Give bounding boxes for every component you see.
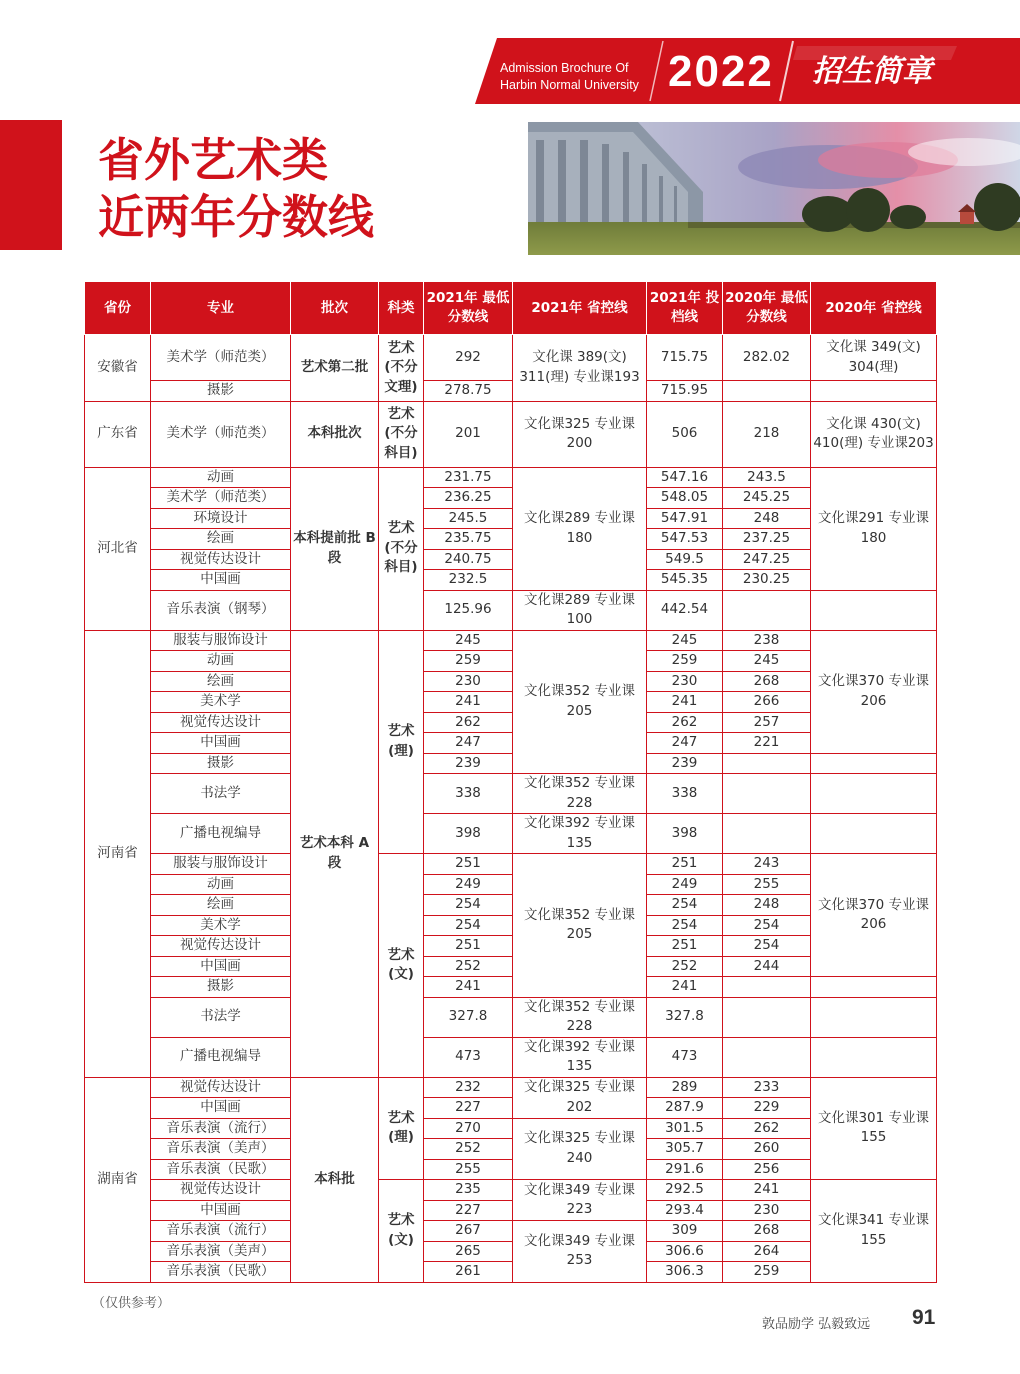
min-2021-cell: 125.96 xyxy=(424,590,513,630)
min-2020-cell: 254 xyxy=(723,915,811,936)
admission-2021-cell: 230 xyxy=(647,671,723,692)
header-batch: 批次 xyxy=(291,282,379,335)
admission-2021-cell: 289 xyxy=(647,1077,723,1098)
min-2020-cell: 248 xyxy=(723,895,811,916)
major-cell: 中国画 xyxy=(151,1200,291,1221)
table-row xyxy=(85,529,937,550)
control-2021-cell: 文化课392 专业课135 xyxy=(513,814,647,854)
header-2020-min-score: 2020年 最低分数线 xyxy=(723,282,811,335)
min-2021-cell: 201 xyxy=(424,401,513,467)
min-2021-cell: 249 xyxy=(424,874,513,895)
major-cell: 动画 xyxy=(151,467,291,488)
min-2021-cell: 236.25 xyxy=(424,488,513,509)
brochure-chinese-title: 招生简章 xyxy=(812,54,932,89)
table-row xyxy=(85,814,937,854)
table-row xyxy=(85,774,937,814)
min-2021-cell: 247 xyxy=(424,733,513,754)
table-row xyxy=(85,467,937,488)
major-cell: 美术学（师范类） xyxy=(151,335,291,381)
category-cell: 艺术 (不分 科目) xyxy=(379,401,424,467)
admission-2021-cell: 241 xyxy=(647,977,723,998)
batch-cell: 艺术第二批 xyxy=(291,335,379,402)
table-row xyxy=(85,977,937,998)
major-cell: 服装与服饰设计 xyxy=(151,854,291,875)
control-2020-cell xyxy=(811,997,937,1037)
province-cell: 河南省 xyxy=(85,630,151,1077)
batch-cell: 本科批次 xyxy=(291,401,379,467)
min-2021-cell: 232.5 xyxy=(424,570,513,591)
control-2020-cell xyxy=(811,1037,937,1077)
admission-2021-cell: 547.16 xyxy=(647,467,723,488)
brochure-year: 2022 xyxy=(668,47,774,96)
table-row xyxy=(85,874,937,895)
min-2020-cell: 244 xyxy=(723,956,811,977)
header-2020-control-line: 2020年 省控线 xyxy=(811,282,937,335)
control-2020-cell: 文化课370 专业课206 xyxy=(811,854,937,977)
batch-cell: 本科批 xyxy=(291,1077,379,1282)
page-number: 91 xyxy=(912,1306,936,1329)
admission-2021-cell: 545.35 xyxy=(647,570,723,591)
min-2021-cell: 231.75 xyxy=(424,467,513,488)
control-2021-cell: 文化课289 专业课180 xyxy=(513,467,647,590)
table-row xyxy=(85,401,937,467)
min-2021-cell: 267 xyxy=(424,1221,513,1242)
min-2020-cell xyxy=(723,977,811,998)
admission-2021-cell: 245 xyxy=(647,630,723,651)
admission-2021-cell: 254 xyxy=(647,915,723,936)
min-2020-cell xyxy=(723,753,811,774)
min-2020-cell: 233 xyxy=(723,1077,811,1098)
control-2020-cell xyxy=(811,774,937,814)
admission-2021-cell: 247 xyxy=(647,733,723,754)
admission-2021-cell: 287.9 xyxy=(647,1098,723,1119)
header-province: 省份 xyxy=(85,282,151,335)
major-cell: 视觉传达设计 xyxy=(151,1077,291,1098)
batch-cell: 艺术本科 A 段 xyxy=(291,630,379,1077)
admission-2021-cell: 338 xyxy=(647,774,723,814)
score-table xyxy=(84,281,937,1283)
min-2020-cell xyxy=(723,774,811,814)
table-row xyxy=(85,753,937,774)
major-cell: 音乐表演（美声） xyxy=(151,1139,291,1160)
min-2020-cell: 268 xyxy=(723,1221,811,1242)
control-2021-cell: 文化课325 专业课202 xyxy=(513,1077,647,1118)
control-2020-cell xyxy=(811,753,937,774)
min-2020-cell xyxy=(723,814,811,854)
major-cell: 动画 xyxy=(151,651,291,672)
min-2021-cell: 262 xyxy=(424,712,513,733)
min-2020-cell xyxy=(723,590,811,630)
min-2021-cell: 338 xyxy=(424,774,513,814)
admission-2021-cell: 442.54 xyxy=(647,590,723,630)
min-2020-cell: 254 xyxy=(723,936,811,957)
table-row xyxy=(85,854,937,875)
min-2020-cell: 247.25 xyxy=(723,549,811,570)
admission-2021-cell: 327.8 xyxy=(647,997,723,1037)
min-2021-cell: 270 xyxy=(424,1118,513,1139)
table-row xyxy=(85,1241,937,1262)
min-2021-cell: 473 xyxy=(424,1037,513,1077)
min-2021-cell: 232 xyxy=(424,1077,513,1098)
admission-2021-cell: 301.5 xyxy=(647,1118,723,1139)
control-2020-cell: 文化课301 专业课155 xyxy=(811,1077,937,1180)
admission-2021-cell: 251 xyxy=(647,936,723,957)
min-2020-cell: 268 xyxy=(723,671,811,692)
control-2020-cell: 文化课 430(文) 410(理) 专业课203 xyxy=(811,401,937,467)
major-cell: 音乐表演（美声） xyxy=(151,1241,291,1262)
major-cell: 视觉传达设计 xyxy=(151,712,291,733)
header-major: 专业 xyxy=(151,282,291,335)
control-2021-cell: 文化课325 专业课240 xyxy=(513,1118,647,1180)
min-2020-cell: 229 xyxy=(723,1098,811,1119)
admission-2021-cell: 305.7 xyxy=(647,1139,723,1160)
table-row xyxy=(85,335,937,381)
major-cell: 绘画 xyxy=(151,671,291,692)
major-cell: 环境设计 xyxy=(151,508,291,529)
admission-2021-cell: 239 xyxy=(647,753,723,774)
min-2021-cell: 327.8 xyxy=(424,997,513,1037)
table-row xyxy=(85,692,937,713)
min-2021-cell: 245.5 xyxy=(424,508,513,529)
min-2021-cell: 239 xyxy=(424,753,513,774)
table-row xyxy=(85,895,937,916)
min-2020-cell: 241 xyxy=(723,1180,811,1201)
major-cell: 中国画 xyxy=(151,733,291,754)
min-2020-cell: 264 xyxy=(723,1241,811,1262)
page-title-line1: 省外艺术类 xyxy=(98,133,328,187)
admission-2021-cell: 549.5 xyxy=(647,549,723,570)
control-2020-cell: 文化课370 专业课206 xyxy=(811,630,937,753)
admission-2021-cell: 293.4 xyxy=(647,1200,723,1221)
min-2021-cell: 251 xyxy=(424,936,513,957)
table-row xyxy=(85,733,937,754)
province-cell: 安徽省 xyxy=(85,335,151,402)
admission-2021-cell: 547.53 xyxy=(647,529,723,550)
min-2021-cell: 241 xyxy=(424,977,513,998)
major-cell: 绘画 xyxy=(151,895,291,916)
brochure-english-line2: Harbin Normal University xyxy=(500,78,639,92)
admission-2021-cell: 306.3 xyxy=(647,1262,723,1283)
admission-2021-cell: 292.5 xyxy=(647,1180,723,1201)
table-row xyxy=(85,1180,937,1201)
min-2020-cell: 230 xyxy=(723,1200,811,1221)
page-title xyxy=(98,132,374,246)
header-2021-admission-line: 2021年 投档线 xyxy=(647,282,723,335)
min-2020-cell: 245 xyxy=(723,651,811,672)
major-cell: 视觉传达设计 xyxy=(151,1180,291,1201)
page-title-line2: 近两年分数线 xyxy=(98,190,374,244)
table-row xyxy=(85,1118,937,1139)
min-2021-cell: 254 xyxy=(424,915,513,936)
min-2020-cell xyxy=(723,1037,811,1077)
table-row xyxy=(85,508,937,529)
admission-2021-cell: 715.95 xyxy=(647,381,723,402)
control-2020-cell: 文化课341 专业课155 xyxy=(811,1180,937,1283)
table-row xyxy=(85,1077,937,1098)
min-2020-cell: 262 xyxy=(723,1118,811,1139)
min-2020-cell: 218 xyxy=(723,401,811,467)
major-cell: 美术学（师范类） xyxy=(151,401,291,467)
admission-2021-cell: 249 xyxy=(647,874,723,895)
control-2020-cell: 文化课 349(文) 304(理) xyxy=(811,335,937,381)
control-2021-cell: 文化课352 专业课228 xyxy=(513,774,647,814)
control-2021-cell: 文化课289 专业课100 xyxy=(513,590,647,630)
min-2020-cell: 257 xyxy=(723,712,811,733)
min-2021-cell: 245 xyxy=(424,630,513,651)
table-row xyxy=(85,1037,937,1077)
major-cell: 摄影 xyxy=(151,753,291,774)
min-2020-cell xyxy=(723,381,811,402)
control-2021-cell: 文化课352 专业课205 xyxy=(513,854,647,998)
control-2020-cell xyxy=(811,977,937,998)
major-cell: 美术学（师范类） xyxy=(151,488,291,509)
min-2020-cell: 266 xyxy=(723,692,811,713)
major-cell: 书法学 xyxy=(151,774,291,814)
admission-2021-cell: 473 xyxy=(647,1037,723,1077)
table-row xyxy=(85,590,937,630)
admission-2021-cell: 241 xyxy=(647,692,723,713)
major-cell: 服装与服饰设计 xyxy=(151,630,291,651)
min-2020-cell: 238 xyxy=(723,630,811,651)
min-2020-cell: 230.25 xyxy=(723,570,811,591)
major-cell: 书法学 xyxy=(151,997,291,1037)
admission-2021-cell: 506 xyxy=(647,401,723,467)
major-cell: 中国画 xyxy=(151,956,291,977)
table-row xyxy=(85,671,937,692)
control-2021-cell: 文化课349 专业课253 xyxy=(513,1221,647,1283)
major-cell: 广播电视编导 xyxy=(151,1037,291,1077)
min-2021-cell: 398 xyxy=(424,814,513,854)
min-2021-cell: 292 xyxy=(424,335,513,381)
min-2021-cell: 230 xyxy=(424,671,513,692)
control-2020-cell xyxy=(811,381,937,402)
admission-2021-cell: 306.6 xyxy=(647,1241,723,1262)
control-2021-cell: 文化课325 专业课200 xyxy=(513,401,647,467)
category-cell: 艺术 (理) xyxy=(379,1077,424,1180)
table-row xyxy=(85,712,937,733)
min-2020-cell: 260 xyxy=(723,1139,811,1160)
control-2021-cell: 文化课 389(文) 311(理) 专业课193 xyxy=(513,335,647,402)
admission-2021-cell: 259 xyxy=(647,651,723,672)
major-cell: 广播电视编导 xyxy=(151,814,291,854)
major-cell: 中国画 xyxy=(151,570,291,591)
min-2021-cell: 240.75 xyxy=(424,549,513,570)
admission-2021-cell: 547.91 xyxy=(647,508,723,529)
table-row xyxy=(85,1221,937,1242)
major-cell: 音乐表演（流行） xyxy=(151,1118,291,1139)
category-cell: 艺术 (不分 文理) xyxy=(379,335,424,402)
category-cell: 艺术 (不分 科目) xyxy=(379,467,424,630)
table-row xyxy=(85,488,937,509)
table-row xyxy=(85,936,937,957)
category-cell: 艺术 (文) xyxy=(379,1180,424,1283)
major-cell: 绘画 xyxy=(151,529,291,550)
table-row xyxy=(85,1098,937,1119)
table-row xyxy=(85,956,937,977)
min-2020-cell: 243.5 xyxy=(723,467,811,488)
header-category: 科类 xyxy=(379,282,424,335)
accent-bar xyxy=(0,120,62,250)
min-2020-cell: 282.02 xyxy=(723,335,811,381)
major-cell: 视觉传达设计 xyxy=(151,549,291,570)
major-cell: 动画 xyxy=(151,874,291,895)
major-cell: 美术学 xyxy=(151,692,291,713)
admission-2021-cell: 254 xyxy=(647,895,723,916)
min-2020-cell xyxy=(723,997,811,1037)
table-row xyxy=(85,1200,937,1221)
min-2021-cell: 251 xyxy=(424,854,513,875)
admission-2021-cell: 251 xyxy=(647,854,723,875)
header-2021-min-score: 2021年 最低分数线 xyxy=(424,282,513,335)
major-cell: 中国画 xyxy=(151,1098,291,1119)
control-2020-cell xyxy=(811,814,937,854)
brochure-english-title xyxy=(500,60,639,94)
control-2020-cell xyxy=(811,590,937,630)
min-2021-cell: 241 xyxy=(424,692,513,713)
major-cell: 音乐表演（钢琴） xyxy=(151,590,291,630)
min-2021-cell: 278.75 xyxy=(424,381,513,402)
table-row xyxy=(85,1139,937,1160)
table-row xyxy=(85,1159,937,1180)
table-row xyxy=(85,651,937,672)
major-cell: 美术学 xyxy=(151,915,291,936)
university-motto: 敦品励学 弘毅致远 xyxy=(762,1317,871,1332)
admission-2021-cell: 252 xyxy=(647,956,723,977)
min-2020-cell: 221 xyxy=(723,733,811,754)
min-2020-cell: 256 xyxy=(723,1159,811,1180)
province-cell: 河北省 xyxy=(85,467,151,630)
province-cell: 湖南省 xyxy=(85,1077,151,1282)
min-2021-cell: 265 xyxy=(424,1241,513,1262)
admission-2021-cell: 548.05 xyxy=(647,488,723,509)
category-cell: 艺术 (文) xyxy=(379,854,424,1078)
brochure-english-line1: Admission Brochure Of xyxy=(500,61,629,75)
admission-2021-cell: 715.75 xyxy=(647,335,723,381)
min-2021-cell: 254 xyxy=(424,895,513,916)
table-row xyxy=(85,549,937,570)
table-header-row xyxy=(85,282,937,335)
table-row xyxy=(85,630,937,651)
major-cell: 音乐表演（流行） xyxy=(151,1221,291,1242)
min-2020-cell: 248 xyxy=(723,508,811,529)
admission-2021-cell: 291.6 xyxy=(647,1159,723,1180)
table-row xyxy=(85,570,937,591)
min-2021-cell: 235.75 xyxy=(424,529,513,550)
min-2021-cell: 259 xyxy=(424,651,513,672)
admission-2021-cell: 398 xyxy=(647,814,723,854)
min-2021-cell: 227 xyxy=(424,1098,513,1119)
admission-2021-cell: 262 xyxy=(647,712,723,733)
min-2021-cell: 252 xyxy=(424,1139,513,1160)
table-row xyxy=(85,381,937,402)
min-2021-cell: 261 xyxy=(424,1262,513,1283)
major-cell: 音乐表演（民歌） xyxy=(151,1262,291,1283)
min-2021-cell: 255 xyxy=(424,1159,513,1180)
control-2020-cell: 文化课291 专业课180 xyxy=(811,467,937,590)
table-row xyxy=(85,997,937,1037)
table-row xyxy=(85,915,937,936)
control-2021-cell: 文化课352 专业课205 xyxy=(513,630,647,774)
province-cell: 广东省 xyxy=(85,401,151,467)
reference-note: （仅供参考） xyxy=(92,1296,171,1311)
control-2021-cell: 文化课352 专业课228 xyxy=(513,997,647,1037)
campus-photo xyxy=(528,122,1020,255)
batch-cell: 本科提前批 B段 xyxy=(291,467,379,630)
min-2020-cell: 237.25 xyxy=(723,529,811,550)
major-cell: 视觉传达设计 xyxy=(151,936,291,957)
control-2021-cell: 文化课349 专业课223 xyxy=(513,1180,647,1221)
major-cell: 摄影 xyxy=(151,977,291,998)
table-row xyxy=(85,1262,937,1283)
major-cell: 摄影 xyxy=(151,381,291,402)
category-cell: 艺术 (理) xyxy=(379,630,424,854)
control-2021-cell: 文化课392 专业课135 xyxy=(513,1037,647,1077)
min-2021-cell: 235 xyxy=(424,1180,513,1201)
header-2021-control-line: 2021年 省控线 xyxy=(513,282,647,335)
min-2020-cell: 259 xyxy=(723,1262,811,1283)
min-2021-cell: 227 xyxy=(424,1200,513,1221)
min-2021-cell: 252 xyxy=(424,956,513,977)
min-2020-cell: 243 xyxy=(723,854,811,875)
min-2020-cell: 245.25 xyxy=(723,488,811,509)
major-cell: 音乐表演（民歌） xyxy=(151,1159,291,1180)
min-2020-cell: 255 xyxy=(723,874,811,895)
admission-2021-cell: 309 xyxy=(647,1221,723,1242)
